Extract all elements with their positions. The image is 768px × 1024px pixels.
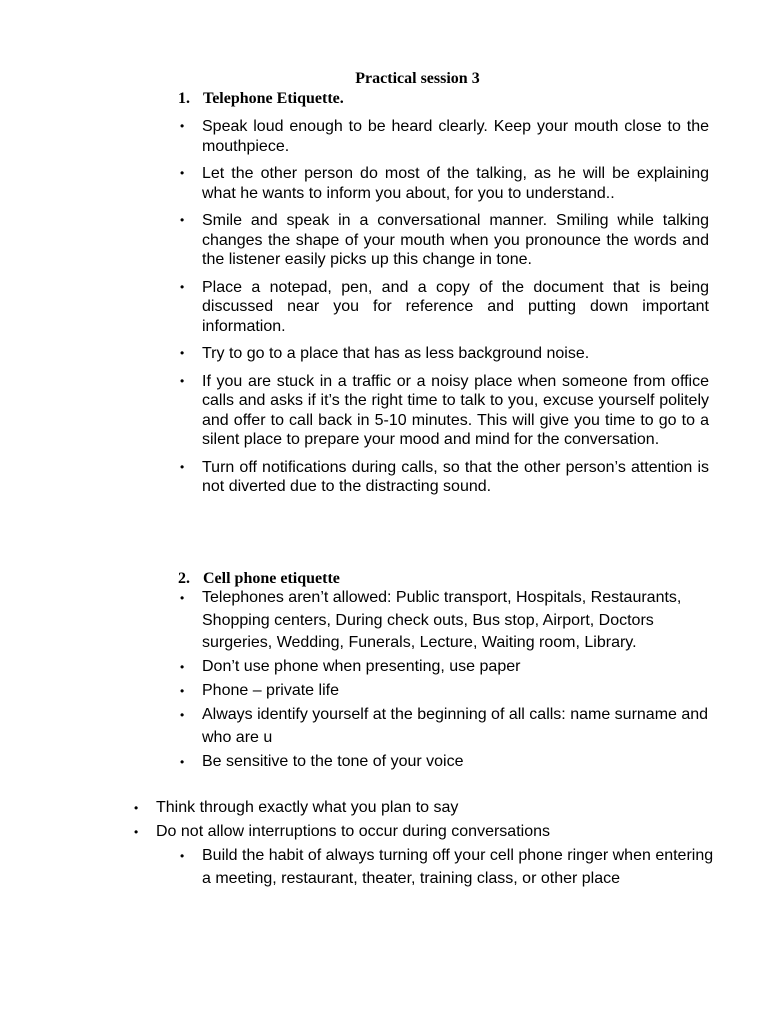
bullet-icon: •: [180, 660, 185, 674]
list-item: [178, 372, 709, 450]
list-item: [178, 458, 709, 497]
list-item: [178, 587, 718, 655]
bullet-icon: •: [134, 825, 139, 839]
bullet-icon: •: [180, 684, 185, 698]
list-item-text: If you are stuck in a traffic or a noisy place when someone from office calls and asks if it’s the right time to talk to you, excuse yourself politely and offer to call back in 5-10 minutes. This will give you time to go to a silent place to prepare your mood and mind for the conversation.: [202, 372, 709, 448]
list-item-text: Speak loud enough to be heard clearly. Keep your mouth close to the mouthpiece.: [202, 118, 709, 155]
section-heading-cell-phone-etiquette: [178, 570, 340, 588]
section-title: Telephone Etiquette.: [203, 90, 344, 107]
section-number: 2.: [178, 570, 190, 587]
list-item: [178, 751, 718, 774]
list-item-text: Always identify yourself at the beginning of all calls: name surname and who are u: [202, 706, 709, 746]
bullet-icon: •: [180, 754, 185, 769]
list-item-text: Think through exactly what you plan to say: [156, 799, 459, 816]
list-item: [178, 278, 709, 337]
section-heading-telephone-etiquette: [178, 90, 344, 108]
list-item: [178, 704, 718, 749]
bullet-icon: •: [180, 346, 185, 360]
list-item-text: Smile and speak in a conversational manner. Smiling while talking changes the shape of your mouth when you pronounce the words and the listener easily picks up this change in tone.: [202, 212, 709, 268]
bullet-icon: •: [180, 591, 185, 605]
bullet-icon: •: [180, 166, 185, 180]
bullet-icon: •: [180, 373, 185, 388]
bullet-icon: •: [180, 708, 185, 722]
section-title: Cell phone etiquette: [203, 570, 340, 587]
list-item-text: Turn off notifications during calls, so that the other person’s attention is not diverted due to the distracting sound.: [202, 458, 709, 495]
list-item: [178, 845, 718, 890]
list-item-text: Let the other person do most of the talking, as he will be explaining what he wants to inform you about, for you to understand..: [202, 165, 709, 202]
list-item-text: Don’t use phone when presenting, use paper: [202, 658, 521, 675]
list-item-text: Telephones aren’t allowed: Public transport, Hospitals, Restaurants, Shopping centers, During check outs, Bus stop, Airport, Doctors surgeries, Wedding, Funerals, Lecture, Waiting room, Library.: [202, 589, 682, 651]
list-item-text: Build the habit of always turning off your cell phone ringer when entering a meeting, restaurant, theater, training class, or other place: [202, 847, 714, 887]
bullet-icon: •: [180, 119, 185, 133]
list-item-text: Do not allow interruptions to occur during conversations: [156, 823, 550, 840]
outer-bullet-list: [132, 797, 732, 845]
section-number: 1.: [178, 90, 190, 107]
list-item: [178, 344, 709, 364]
bullet-icon: •: [180, 459, 185, 474]
nested-bullet-list: [178, 845, 718, 892]
page-title: Practical session 3: [355, 70, 480, 87]
bullet-icon: •: [180, 213, 185, 227]
list-item-text: Be sensitive to the tone of your voice: [202, 752, 464, 770]
list-item: [132, 821, 732, 844]
list-item-text: Try to go to a place that has as less background noise.: [202, 345, 590, 362]
list-item: [178, 656, 718, 679]
list-item-text: Place a notepad, pen, and a copy of the document that is being discussed near you for reference and putting down important information.: [202, 278, 709, 335]
list-item-text: Phone – private life: [202, 682, 339, 699]
list-item: [132, 797, 732, 820]
bullet-icon: •: [180, 279, 185, 294]
bullet-icon: •: [134, 801, 139, 815]
list-item: [178, 211, 709, 270]
telephone-etiquette-list: [178, 117, 709, 505]
list-item: [178, 117, 709, 156]
list-item: [178, 680, 718, 703]
bullet-icon: •: [180, 849, 185, 863]
cell-phone-etiquette-list: [178, 587, 718, 775]
list-item: [178, 164, 709, 203]
